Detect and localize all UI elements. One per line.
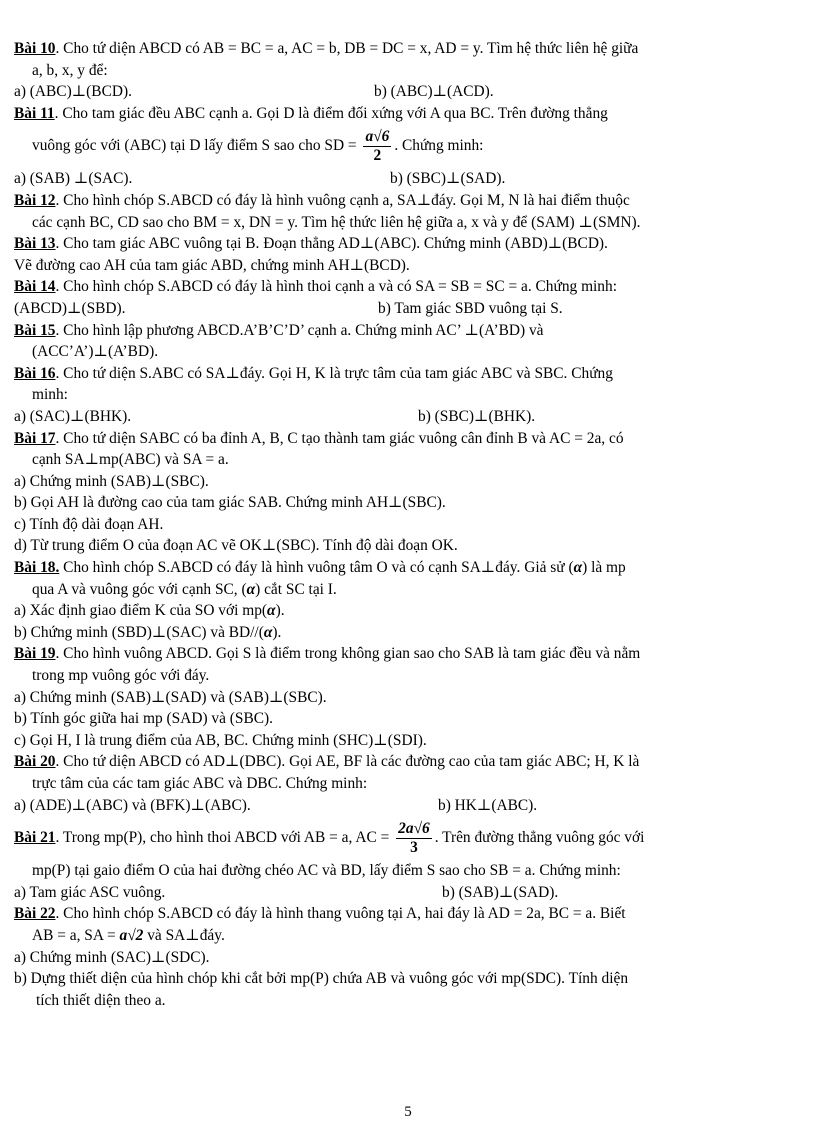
exercise-22-line2: AB = a, SA = a√2 và SA⊥đáy. [32, 926, 225, 944]
exercise-10-line1: Bài 10. Cho tứ diện ABCD có AB = BC = a, AC = b, DB = DC = x, AD = y. Tìm hệ thức liên hệ giữa [14, 40, 639, 57]
fraction-a-sqrt6-over-2: $\frac{a√6}{2}$ [365, 128, 390, 165]
exercise-21-parts [14, 882, 806, 904]
exercise-15-label: Bài 15 [14, 321, 56, 339]
exercise-14-line1: Bài 14. Cho hình chóp S.ABCD có đáy là hình thoi cạnh a và có SA = SB = SC = a. Chứng minh: [14, 278, 617, 296]
exercise-18-line1: Bài 18. Cho hình chóp S.ABCD có đáy là hình vuông tâm O và có cạnh SA⊥đáy. Giả sử (α) là mp [14, 559, 626, 577]
exercise-17-part-d: d) Từ trung điểm O của đoạn AC vẽ OK⊥(SBC). Tính độ dài đoạn OK. [14, 537, 458, 555]
exercise-16-line2: minh: [32, 386, 68, 404]
exercise-22-part-b-line2: tích thiết diện theo a. [36, 991, 166, 1009]
exercise-16-parts [14, 406, 806, 428]
exercise-20-part-a: a) (ADE)⊥(ABC) và (BFK)⊥(ABC). [14, 796, 251, 814]
exercise-17-part-b: b) Gọi AH là đường cao của tam giác SAB. Chứng minh AH⊥(SBC). [14, 494, 446, 512]
exercise-11-line1: Bài 11. Cho tam giác đều ABC cạnh a. Gọi D là điểm đối xứng với A qua BC. Trên đường thẳng [14, 104, 608, 122]
exercise-12-line1: Bài 12. Cho hình chóp S.ABCD có đáy là hình vuông cạnh a, SA⊥đáy. Gọi M, N là hai điểm thuộc [14, 191, 630, 209]
exercise-16-line1: Bài 16. Cho tứ diện S.ABC có SA⊥đáy. Gọi H, K là trực tâm của tam giác ABC và SBC. Chứng [14, 364, 613, 382]
exercise-11-parts [14, 168, 806, 190]
exercise-18-part-a: a) Xác định giao điểm K của SO với mp(α). [14, 602, 285, 620]
exercise-13-line1: Bài 13. Cho tam giác ABC vuông tại B. Đoạn thẳng AD⊥(ABC). Chứng minh (ABD)⊥(BCD). [14, 235, 608, 253]
exercise-14-part-b: b) Tam giác SBD vuông tại S. [378, 299, 563, 317]
exercise-page [14, 38, 806, 1011]
exercise-14-label: Bài 14 [14, 278, 56, 296]
exercise-11-part-b: b) (SBC)⊥(SAD). [390, 170, 506, 188]
expression-a-sqrt2: a√2 [119, 926, 144, 944]
exercise-21-line1: Bài 21. Trong mp(P), cho hình thoi ABCD với AB = a, AC = $\frac{2a√6}{3}$ . Trên đường thẳng vuông góc với [14, 820, 645, 857]
exercise-10-label: Bài 10 [14, 40, 56, 57]
exercise-22-label: Bài 22 [14, 905, 56, 923]
exercise-10-part-b: b) (ABC)⊥(ACD). [374, 83, 494, 101]
exercise-14-parts [14, 298, 806, 320]
exercise-14-part-a: (ABCD)⊥(SBD). [14, 299, 126, 317]
exercise-21-line2: mp(P) tại gaio điểm O của hai đường chéo AC và BD, lấy điểm S sao cho SB = a. Chứng minh: [32, 862, 621, 880]
exercise-16-part-b: b) (SBC)⊥(BHK). [418, 407, 536, 425]
exercise-15-line2: (ACC’A’)⊥(A’BD). [32, 343, 159, 361]
exercise-11-part-a: a) (SAB) ⊥(SAC). [14, 170, 133, 188]
exercise-18-line2: qua A và vuông góc với cạnh SC, (α) cắt SC tại I. [32, 580, 337, 598]
exercise-20-label: Bài 20 [14, 753, 56, 771]
exercise-19-line1: Bài 19. Cho hình vuông ABCD. Gọi S là điểm trong không gian sao cho SAB là tam giác đều và nằm [14, 645, 641, 663]
exercise-19-part-c: c) Gọi H, I là trung điểm của AB, BC. Chứng minh (SHC)⊥(SDI). [14, 731, 427, 749]
fraction-2a-sqrt6-over-3: $\frac{2a√6}{3}$ [398, 820, 430, 857]
exercise-17-line2: cạnh SA⊥mp(ABC) và SA = a. [32, 451, 229, 469]
exercise-12-label: Bài 12 [14, 191, 56, 209]
exercise-13-label: Bài 13 [14, 235, 56, 253]
exercise-12-line2: các cạnh BC, CD sao cho BM = x, DN = y. Tìm hệ thức liên hệ giữa a, x và y để (SAM) ⊥(SMN). [32, 213, 641, 231]
exercise-22-part-b-line1: b) Dựng thiết diện của hình chóp khi cắt bởi mp(P) chứa AB và vuông góc với mp(SDC). Tính diện [14, 970, 629, 988]
exercise-20-line2: trực tâm của các tam giác ABC và DBC. Chứng minh: [32, 775, 368, 792]
exercise-11-label: Bài 11 [14, 104, 55, 122]
exercise-20-part-b: b) HK⊥(ABC). [438, 796, 538, 814]
exercise-16-part-a: a) (SAC)⊥(BHK). [14, 407, 132, 425]
exercise-17-part-a: a) Chứng minh (SAB)⊥(SBC). [14, 472, 209, 490]
exercise-20-line1: Bài 20. Cho tứ diện ABCD có AD⊥(DBC). Gọi AE, BF là các đường cao của tam giác ABC; H, K là [14, 753, 640, 771]
exercise-19-part-a: a) Chứng minh (SAB)⊥(SAD) và (SAB)⊥(SBC). [14, 688, 327, 706]
page-number: 5 [404, 1104, 412, 1120]
exercise-19-part-b: b) Tính góc giữa hai mp (SAD) và (SBC). [14, 710, 273, 728]
exercise-11-line2: vuông góc với (ABC) tại D lấy điểm S sao cho SD = $\frac{a√6}{2}$ . Chứng minh: [32, 128, 484, 165]
exercise-13-line2: Vẽ đường cao AH của tam giác ABD, chứng minh AH⊥(BCD). [14, 256, 410, 274]
exercise-21-part-b: b) (SAB)⊥(SAD). [442, 883, 559, 901]
exercise-18-part-b: b) Chứng minh (SBD)⊥(SAC) và BD//(α). [14, 623, 282, 641]
exercise-21-part-a: a) Tam giác ASC vuông. [14, 883, 166, 901]
exercise-22-line1: Bài 22. Cho hình chóp S.ABCD có đáy là hình thang vuông tại A, hai đáy là AD = 2a, BC = a. Biết [14, 905, 626, 923]
exercise-10-parts [14, 81, 806, 103]
exercise-17-line1: Bài 17. Cho tứ diện SABC có ba đỉnh A, B, C tạo thành tam giác vuông cân đỉnh B và AC = 2a, có [14, 429, 624, 447]
exercise-18-label: Bài 18. [14, 559, 60, 577]
exercise-16-label: Bài 16 [14, 364, 56, 382]
exercise-19-label: Bài 19 [14, 645, 56, 663]
exercise-10-line2: a, b, x, y để: [32, 61, 108, 79]
exercise-19-line2: trong mp vuông góc với đáy. [32, 667, 210, 685]
exercise-21-label: Bài 21 [14, 829, 56, 847]
exercise-17-label: Bài 17 [14, 429, 56, 447]
exercise-15-line1: Bài 15. Cho hình lập phương ABCD.A’B’C’D’ cạnh a. Chứng minh AC’ ⊥(A’BD) và [14, 321, 544, 339]
exercise-22-part-a: a) Chứng minh (SAC)⊥(SDC). [14, 948, 210, 966]
exercise-10-part-a: a) (ABC)⊥(BCD). [14, 83, 132, 101]
exercise-20-parts [14, 795, 806, 817]
exercise-17-part-c: c) Tính độ dài đoạn AH. [14, 515, 164, 533]
